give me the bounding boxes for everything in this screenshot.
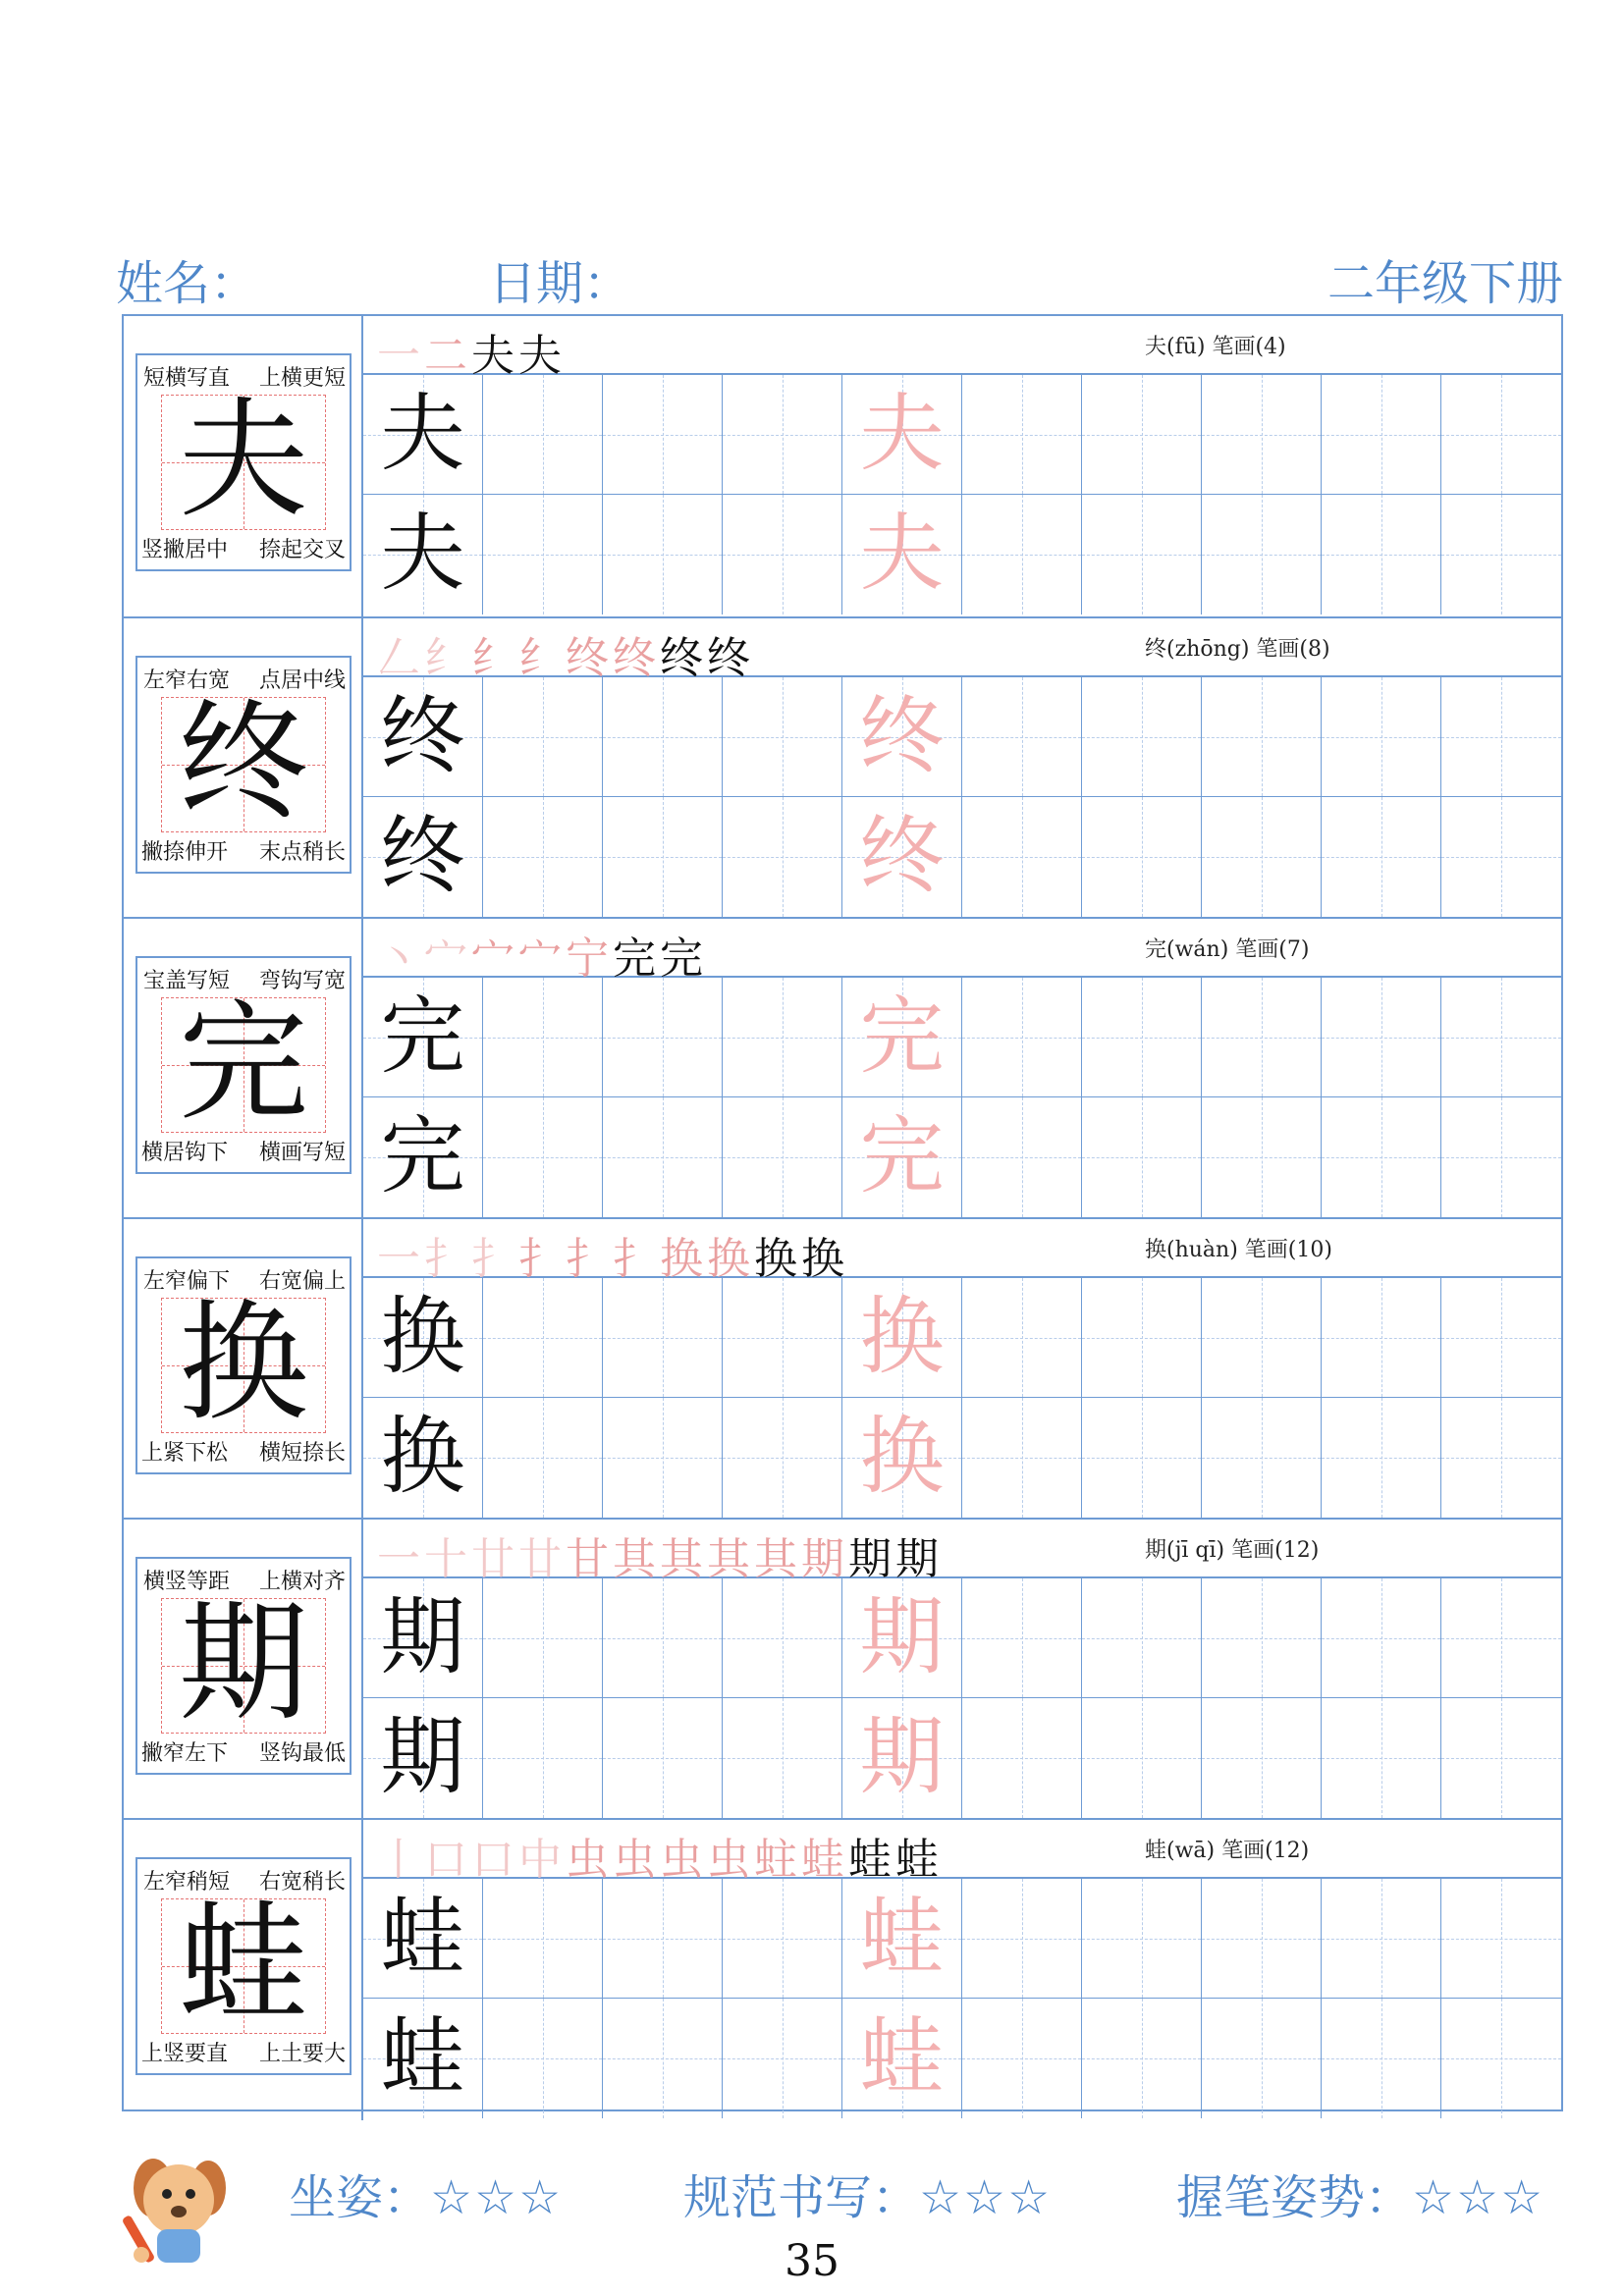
model-panel bbox=[124, 316, 363, 616]
stroke-step: 甘 bbox=[566, 1534, 613, 1584]
trace-character: 换 bbox=[859, 1408, 945, 1506]
sample-character: 夫 bbox=[380, 505, 465, 603]
writing-tip: 撇捺伸开 bbox=[141, 840, 229, 865]
writing-tip: 竖钩最低 bbox=[258, 1741, 346, 1766]
writing-cell[interactable] bbox=[483, 797, 603, 917]
writing-cell[interactable] bbox=[1322, 495, 1441, 614]
trace-character: 期 bbox=[859, 1588, 945, 1686]
sample-character: 换 bbox=[380, 1408, 465, 1506]
writing-cell[interactable] bbox=[842, 1398, 962, 1518]
stroke-step: 终 bbox=[613, 633, 660, 683]
writing-cell[interactable] bbox=[962, 1698, 1082, 1818]
writing-cell[interactable] bbox=[1322, 978, 1441, 1097]
stroke-order-sequence bbox=[377, 622, 754, 685]
writing-tip: 上竖要直 bbox=[141, 2042, 229, 2066]
writing-cell[interactable] bbox=[603, 495, 723, 614]
sample-character: 完 bbox=[380, 1107, 465, 1205]
sample-character: 蛙 bbox=[380, 1889, 465, 1987]
writing-cell[interactable] bbox=[1202, 797, 1322, 917]
writing-cell[interactable] bbox=[842, 1097, 962, 1217]
writing-cell[interactable] bbox=[363, 1698, 483, 1818]
writing-cell[interactable] bbox=[1441, 1278, 1561, 1398]
writing-cell[interactable] bbox=[363, 1398, 483, 1518]
trace-character: 终 bbox=[859, 807, 945, 905]
writing-cell[interactable] bbox=[1441, 677, 1561, 797]
stroke-step: 换 bbox=[707, 1234, 754, 1284]
stroke-step: 廿 bbox=[471, 1534, 518, 1584]
writing-cell[interactable] bbox=[483, 1999, 603, 2118]
writing-cell[interactable] bbox=[1202, 1578, 1322, 1698]
stroke-order-row bbox=[363, 618, 1561, 683]
writing-cell[interactable] bbox=[1441, 978, 1561, 1097]
stroke-step: 夫 bbox=[518, 331, 566, 381]
writing-tip: 横画写短 bbox=[258, 1141, 346, 1165]
model-character: 终 bbox=[179, 687, 308, 838]
writing-cell[interactable] bbox=[1322, 1698, 1441, 1818]
writing-cell[interactable] bbox=[363, 495, 483, 614]
writing-cell[interactable] bbox=[723, 495, 842, 614]
stroke-order-sequence bbox=[377, 923, 707, 986]
writing-cell[interactable] bbox=[1322, 375, 1441, 495]
pinyin-stroke-count: 完(wán) 笔画(7) bbox=[1145, 937, 1310, 962]
stroke-step: 一 bbox=[377, 1234, 424, 1284]
writing-cell[interactable] bbox=[1082, 1698, 1202, 1818]
writing-cell[interactable] bbox=[483, 1398, 603, 1518]
stroke-step: 其 bbox=[754, 1534, 801, 1584]
writing-cell[interactable] bbox=[842, 1698, 962, 1818]
model-panel bbox=[124, 919, 363, 1219]
writing-cell[interactable] bbox=[483, 1879, 603, 1999]
writing-cell[interactable] bbox=[1441, 375, 1561, 495]
writing-tip: 撇窄左下 bbox=[141, 1741, 229, 1766]
stroke-step: 纟 bbox=[471, 633, 518, 683]
writing-tip: 上土要大 bbox=[258, 2042, 346, 2066]
writing-cell[interactable] bbox=[1202, 677, 1322, 797]
writing-tip: 右宽偏上 bbox=[258, 1269, 346, 1294]
writing-cell[interactable] bbox=[483, 1278, 603, 1398]
stroke-step: 宀 bbox=[471, 934, 518, 984]
worksheet-grid bbox=[122, 314, 1563, 2111]
stroke-step: 其 bbox=[707, 1534, 754, 1584]
model-card bbox=[135, 956, 352, 1174]
writing-cell[interactable] bbox=[842, 797, 962, 917]
writing-cell[interactable] bbox=[1441, 1398, 1561, 1518]
rating-label: 坐姿： bbox=[289, 2170, 431, 2225]
character-block bbox=[124, 616, 1561, 919]
model-card bbox=[135, 656, 352, 874]
stroke-step: 丶 bbox=[377, 934, 424, 984]
writing-cell[interactable] bbox=[1322, 1398, 1441, 1518]
model-character: 换 bbox=[179, 1288, 308, 1439]
stroke-step: 口 bbox=[471, 1835, 518, 1885]
sample-character: 换 bbox=[380, 1288, 465, 1386]
stroke-step: 虫 bbox=[613, 1835, 660, 1885]
stroke-step: 二 bbox=[424, 331, 471, 381]
sample-character: 完 bbox=[380, 988, 465, 1086]
stroke-order-row bbox=[363, 1520, 1561, 1584]
pinyin-stroke-count: 蛙(wā) 笔画(12) bbox=[1145, 1839, 1310, 1863]
writing-tip: 横竖等距 bbox=[143, 1570, 231, 1594]
stroke-step: 纟 bbox=[424, 633, 471, 683]
stroke-step: 扌 bbox=[566, 1234, 613, 1284]
stroke-step: 宁 bbox=[566, 934, 613, 984]
writing-cell[interactable] bbox=[483, 495, 603, 614]
practice-panel bbox=[363, 1520, 1561, 1820]
character-block bbox=[124, 1217, 1561, 1520]
writing-cell[interactable] bbox=[962, 677, 1082, 797]
writing-tip: 左窄偏下 bbox=[143, 1269, 231, 1294]
writing-cell[interactable] bbox=[1322, 1999, 1441, 2118]
practice-grid bbox=[363, 1578, 1561, 1818]
writing-cell[interactable] bbox=[483, 978, 603, 1097]
page-number: 35 bbox=[785, 2236, 839, 2286]
writing-cell[interactable] bbox=[603, 375, 723, 495]
writing-cell[interactable] bbox=[1202, 1278, 1322, 1398]
writing-cell[interactable] bbox=[363, 1097, 483, 1217]
writing-cell[interactable] bbox=[1082, 1398, 1202, 1518]
writing-cell[interactable] bbox=[363, 1578, 483, 1698]
character-block bbox=[124, 316, 1561, 616]
stroke-step: 中 bbox=[518, 1835, 566, 1885]
writing-cell[interactable] bbox=[723, 797, 842, 917]
model-character: 蛙 bbox=[179, 1889, 308, 2040]
stroke-step: 完 bbox=[613, 934, 660, 984]
stroke-step: 扌 bbox=[471, 1234, 518, 1284]
model-panel bbox=[124, 1219, 363, 1520]
writing-cell[interactable] bbox=[1082, 1278, 1202, 1398]
writing-cell[interactable] bbox=[363, 1879, 483, 1999]
writing-tip: 竖撇居中 bbox=[141, 538, 229, 562]
writing-cell[interactable] bbox=[842, 495, 962, 614]
writing-cell[interactable] bbox=[603, 1278, 723, 1398]
star-rating-icon[interactable]: ☆☆☆ bbox=[919, 2170, 1053, 2225]
writing-tip: 上横对齐 bbox=[258, 1570, 346, 1594]
writing-cell[interactable] bbox=[723, 1698, 842, 1818]
trace-character: 蛙 bbox=[859, 1889, 945, 1987]
writing-cell[interactable] bbox=[1202, 1879, 1322, 1999]
sample-character: 终 bbox=[380, 807, 465, 905]
stroke-step: 换 bbox=[660, 1234, 707, 1284]
writing-cell[interactable] bbox=[962, 1999, 1082, 2118]
sample-character: 夫 bbox=[380, 385, 465, 483]
stroke-step: 虫 bbox=[660, 1835, 707, 1885]
date-label: 日期： bbox=[489, 256, 631, 311]
writing-cell[interactable] bbox=[723, 1398, 842, 1518]
stroke-order-row bbox=[363, 919, 1561, 984]
writing-cell[interactable] bbox=[1322, 677, 1441, 797]
writing-cell[interactable] bbox=[723, 1578, 842, 1698]
writing-cell[interactable] bbox=[483, 375, 603, 495]
writing-cell[interactable] bbox=[1082, 797, 1202, 917]
stroke-order-row bbox=[363, 316, 1561, 381]
writing-cell[interactable] bbox=[1441, 1578, 1561, 1698]
stroke-step: 蛙 bbox=[895, 1835, 943, 1885]
writing-cell[interactable] bbox=[962, 797, 1082, 917]
writing-cell[interactable] bbox=[1202, 1398, 1322, 1518]
practice-panel bbox=[363, 618, 1561, 919]
stroke-order-sequence bbox=[377, 320, 566, 383]
stroke-step: 蛙 bbox=[801, 1835, 848, 1885]
sample-character: 期 bbox=[380, 1708, 465, 1806]
practice-grid bbox=[363, 677, 1561, 917]
writing-tip: 弯钩写宽 bbox=[258, 969, 346, 993]
writing-cell[interactable] bbox=[483, 677, 603, 797]
writing-cell[interactable] bbox=[842, 375, 962, 495]
pinyin-stroke-count: 换(huàn) 笔画(10) bbox=[1145, 1238, 1332, 1262]
writing-cell[interactable] bbox=[1202, 375, 1322, 495]
stroke-step: 纟 bbox=[518, 633, 566, 683]
writing-cell[interactable] bbox=[1202, 495, 1322, 614]
stroke-step: 口 bbox=[424, 1835, 471, 1885]
stroke-order-sequence bbox=[377, 1824, 943, 1887]
stroke-step: 蛙 bbox=[848, 1835, 895, 1885]
writing-cell[interactable] bbox=[603, 978, 723, 1097]
writing-cell[interactable] bbox=[962, 375, 1082, 495]
stroke-step: 其 bbox=[613, 1534, 660, 1584]
writing-cell[interactable] bbox=[962, 1097, 1082, 1217]
writing-cell[interactable] bbox=[962, 495, 1082, 614]
model-panel bbox=[124, 1520, 363, 1820]
writing-cell[interactable] bbox=[723, 677, 842, 797]
writing-cell[interactable] bbox=[483, 1698, 603, 1818]
trace-character: 蛙 bbox=[859, 2008, 945, 2107]
rating-standard-writing bbox=[683, 2160, 1052, 2227]
trace-character: 完 bbox=[859, 988, 945, 1086]
stroke-step: 宀 bbox=[518, 934, 566, 984]
writing-cell[interactable] bbox=[603, 1698, 723, 1818]
rating-label: 握笔姿势： bbox=[1176, 2170, 1413, 2225]
stroke-step: 换 bbox=[754, 1234, 801, 1284]
stroke-step: 一 bbox=[377, 331, 424, 381]
practice-grid bbox=[363, 978, 1561, 1217]
practice-grid bbox=[363, 1879, 1561, 2118]
trace-character: 终 bbox=[859, 687, 945, 785]
practice-grid bbox=[363, 375, 1561, 614]
rating-sitting-posture bbox=[289, 2160, 563, 2227]
model-character: 完 bbox=[179, 988, 308, 1139]
writing-tip: 右宽稍长 bbox=[258, 1870, 346, 1895]
writing-cell[interactable] bbox=[962, 1278, 1082, 1398]
stroke-step: 换 bbox=[801, 1234, 848, 1284]
rating-pen-grip bbox=[1176, 2160, 1544, 2227]
writing-cell[interactable] bbox=[603, 1097, 723, 1217]
writing-cell[interactable] bbox=[363, 677, 483, 797]
writing-cell[interactable] bbox=[603, 1398, 723, 1518]
writing-cell[interactable] bbox=[1322, 1578, 1441, 1698]
model-card bbox=[135, 1557, 352, 1775]
writing-cell[interactable] bbox=[842, 677, 962, 797]
stroke-step: 扌 bbox=[518, 1234, 566, 1284]
practice-panel bbox=[363, 1219, 1561, 1520]
writing-tip: 末点稍长 bbox=[258, 840, 346, 865]
writing-cell[interactable] bbox=[1441, 1879, 1561, 1999]
writing-cell[interactable] bbox=[1322, 1879, 1441, 1999]
writing-cell[interactable] bbox=[1082, 495, 1202, 614]
stroke-step: 夫 bbox=[471, 331, 518, 381]
stroke-step: 期 bbox=[895, 1534, 943, 1584]
name-label: 姓名： bbox=[116, 256, 258, 311]
trace-character: 夫 bbox=[859, 385, 945, 483]
writing-tip: 捺起交叉 bbox=[258, 538, 346, 562]
writing-cell[interactable] bbox=[1202, 1097, 1322, 1217]
writing-tip: 上横更短 bbox=[258, 366, 346, 391]
writing-cell[interactable] bbox=[363, 797, 483, 917]
writing-cell[interactable] bbox=[1441, 495, 1561, 614]
writing-cell[interactable] bbox=[363, 978, 483, 1097]
writing-cell[interactable] bbox=[962, 978, 1082, 1097]
star-rating-icon[interactable]: ☆☆☆ bbox=[1412, 2170, 1545, 2225]
pinyin-stroke-count: 终(zhōng) 笔画(8) bbox=[1145, 637, 1330, 662]
writing-cell[interactable] bbox=[603, 797, 723, 917]
model-character: 期 bbox=[179, 1588, 308, 1739]
star-rating-icon[interactable]: ☆☆☆ bbox=[430, 2170, 564, 2225]
stroke-order-row bbox=[363, 1820, 1561, 1885]
writing-cell[interactable] bbox=[1322, 797, 1441, 917]
stroke-step: 完 bbox=[660, 934, 707, 984]
writing-cell[interactable] bbox=[723, 1097, 842, 1217]
stroke-step: 𠃋 bbox=[377, 633, 424, 683]
stroke-step: 终 bbox=[660, 633, 707, 683]
writing-cell[interactable] bbox=[483, 1578, 603, 1698]
writing-cell[interactable] bbox=[962, 1578, 1082, 1698]
writing-tip: 短横写直 bbox=[143, 366, 231, 391]
writing-cell[interactable] bbox=[603, 1999, 723, 2118]
trace-character: 夫 bbox=[859, 505, 945, 603]
character-block bbox=[124, 917, 1561, 1219]
writing-cell[interactable] bbox=[1441, 1999, 1561, 2118]
stroke-order-sequence bbox=[377, 1223, 848, 1286]
stroke-step: 扌 bbox=[613, 1234, 660, 1284]
practice-panel bbox=[363, 1820, 1561, 2120]
writing-tip: 横居钩下 bbox=[141, 1141, 229, 1165]
writing-cell[interactable] bbox=[1441, 1097, 1561, 1217]
writing-cell[interactable] bbox=[1441, 797, 1561, 917]
model-panel bbox=[124, 1820, 363, 2120]
character-block bbox=[124, 1518, 1561, 1820]
writing-cell[interactable] bbox=[842, 1278, 962, 1398]
sample-character: 蛙 bbox=[380, 2008, 465, 2107]
writing-cell[interactable] bbox=[1441, 1698, 1561, 1818]
sample-character: 终 bbox=[380, 687, 465, 785]
trace-character: 完 bbox=[859, 1107, 945, 1205]
stroke-step: 宀 bbox=[424, 934, 471, 984]
writing-cell[interactable] bbox=[842, 1999, 962, 2118]
sample-character: 期 bbox=[380, 1588, 465, 1686]
writing-cell[interactable] bbox=[842, 1879, 962, 1999]
writing-cell[interactable] bbox=[363, 1999, 483, 2118]
writing-tip: 左窄稍短 bbox=[143, 1870, 231, 1895]
stroke-step: 扌 bbox=[424, 1234, 471, 1284]
writing-cell[interactable] bbox=[1082, 677, 1202, 797]
rating-label: 规范书写： bbox=[683, 2170, 920, 2225]
stroke-step: 丨 bbox=[377, 1835, 424, 1885]
writing-cell[interactable] bbox=[842, 1578, 962, 1698]
writing-cell[interactable] bbox=[1082, 1999, 1202, 2118]
stroke-step: 终 bbox=[566, 633, 613, 683]
writing-cell[interactable] bbox=[1082, 375, 1202, 495]
writing-cell[interactable] bbox=[363, 375, 483, 495]
stroke-step: 虫 bbox=[707, 1835, 754, 1885]
model-character: 夫 bbox=[179, 385, 308, 536]
character-block bbox=[124, 1818, 1561, 2120]
writing-tip: 点居中线 bbox=[258, 668, 346, 693]
writing-tip: 宝盖写短 bbox=[143, 969, 231, 993]
model-card bbox=[135, 1256, 352, 1474]
writing-cell[interactable] bbox=[603, 1578, 723, 1698]
writing-tip: 上紧下松 bbox=[141, 1441, 229, 1466]
writing-cell[interactable] bbox=[842, 978, 962, 1097]
model-card bbox=[135, 353, 352, 571]
stroke-step: 期 bbox=[848, 1534, 895, 1584]
writing-cell[interactable] bbox=[603, 1879, 723, 1999]
writing-tip: 横短捺长 bbox=[258, 1441, 346, 1466]
stroke-step: 蛀 bbox=[754, 1835, 801, 1885]
writing-cell[interactable] bbox=[723, 1999, 842, 2118]
trace-character: 换 bbox=[859, 1288, 945, 1386]
writing-cell[interactable] bbox=[962, 1398, 1082, 1518]
writing-cell[interactable] bbox=[723, 1879, 842, 1999]
writing-cell[interactable] bbox=[1082, 1097, 1202, 1217]
writing-cell[interactable] bbox=[603, 677, 723, 797]
writing-cell[interactable] bbox=[1202, 978, 1322, 1097]
stroke-step: 一 bbox=[377, 1534, 424, 1584]
stroke-step: 虫 bbox=[566, 1835, 613, 1885]
writing-cell[interactable] bbox=[723, 1278, 842, 1398]
writing-cell[interactable] bbox=[1082, 1578, 1202, 1698]
writing-cell[interactable] bbox=[1082, 978, 1202, 1097]
writing-cell[interactable] bbox=[1202, 1698, 1322, 1818]
writing-cell[interactable] bbox=[1322, 1278, 1441, 1398]
writing-cell[interactable] bbox=[962, 1879, 1082, 1999]
stroke-order-sequence bbox=[377, 1523, 943, 1586]
writing-cell[interactable] bbox=[1322, 1097, 1441, 1217]
writing-cell[interactable] bbox=[1202, 1999, 1322, 2118]
pinyin-stroke-count: 夫(fū) 笔画(4) bbox=[1145, 335, 1286, 359]
pinyin-stroke-count: 期(jī qī) 笔画(12) bbox=[1145, 1538, 1320, 1563]
stroke-step: 十 bbox=[424, 1534, 471, 1584]
stroke-order-row bbox=[363, 1219, 1561, 1284]
practice-panel bbox=[363, 316, 1561, 616]
writing-cell[interactable] bbox=[363, 1278, 483, 1398]
writing-cell[interactable] bbox=[723, 978, 842, 1097]
model-card bbox=[135, 1857, 352, 2075]
writing-cell[interactable] bbox=[483, 1097, 603, 1217]
stroke-step: 其 bbox=[660, 1534, 707, 1584]
trace-character: 期 bbox=[859, 1708, 945, 1806]
stroke-step: 终 bbox=[707, 633, 754, 683]
writing-cell[interactable] bbox=[1082, 1879, 1202, 1999]
grade-label: 二年级下册 bbox=[1326, 256, 1563, 311]
writing-tip: 左窄右宽 bbox=[143, 668, 231, 693]
writing-cell[interactable] bbox=[723, 375, 842, 495]
stroke-step: 廿 bbox=[518, 1534, 566, 1584]
stroke-step: 期 bbox=[801, 1534, 848, 1584]
practice-grid bbox=[363, 1278, 1561, 1518]
model-panel bbox=[124, 618, 363, 919]
practice-panel bbox=[363, 919, 1561, 1219]
